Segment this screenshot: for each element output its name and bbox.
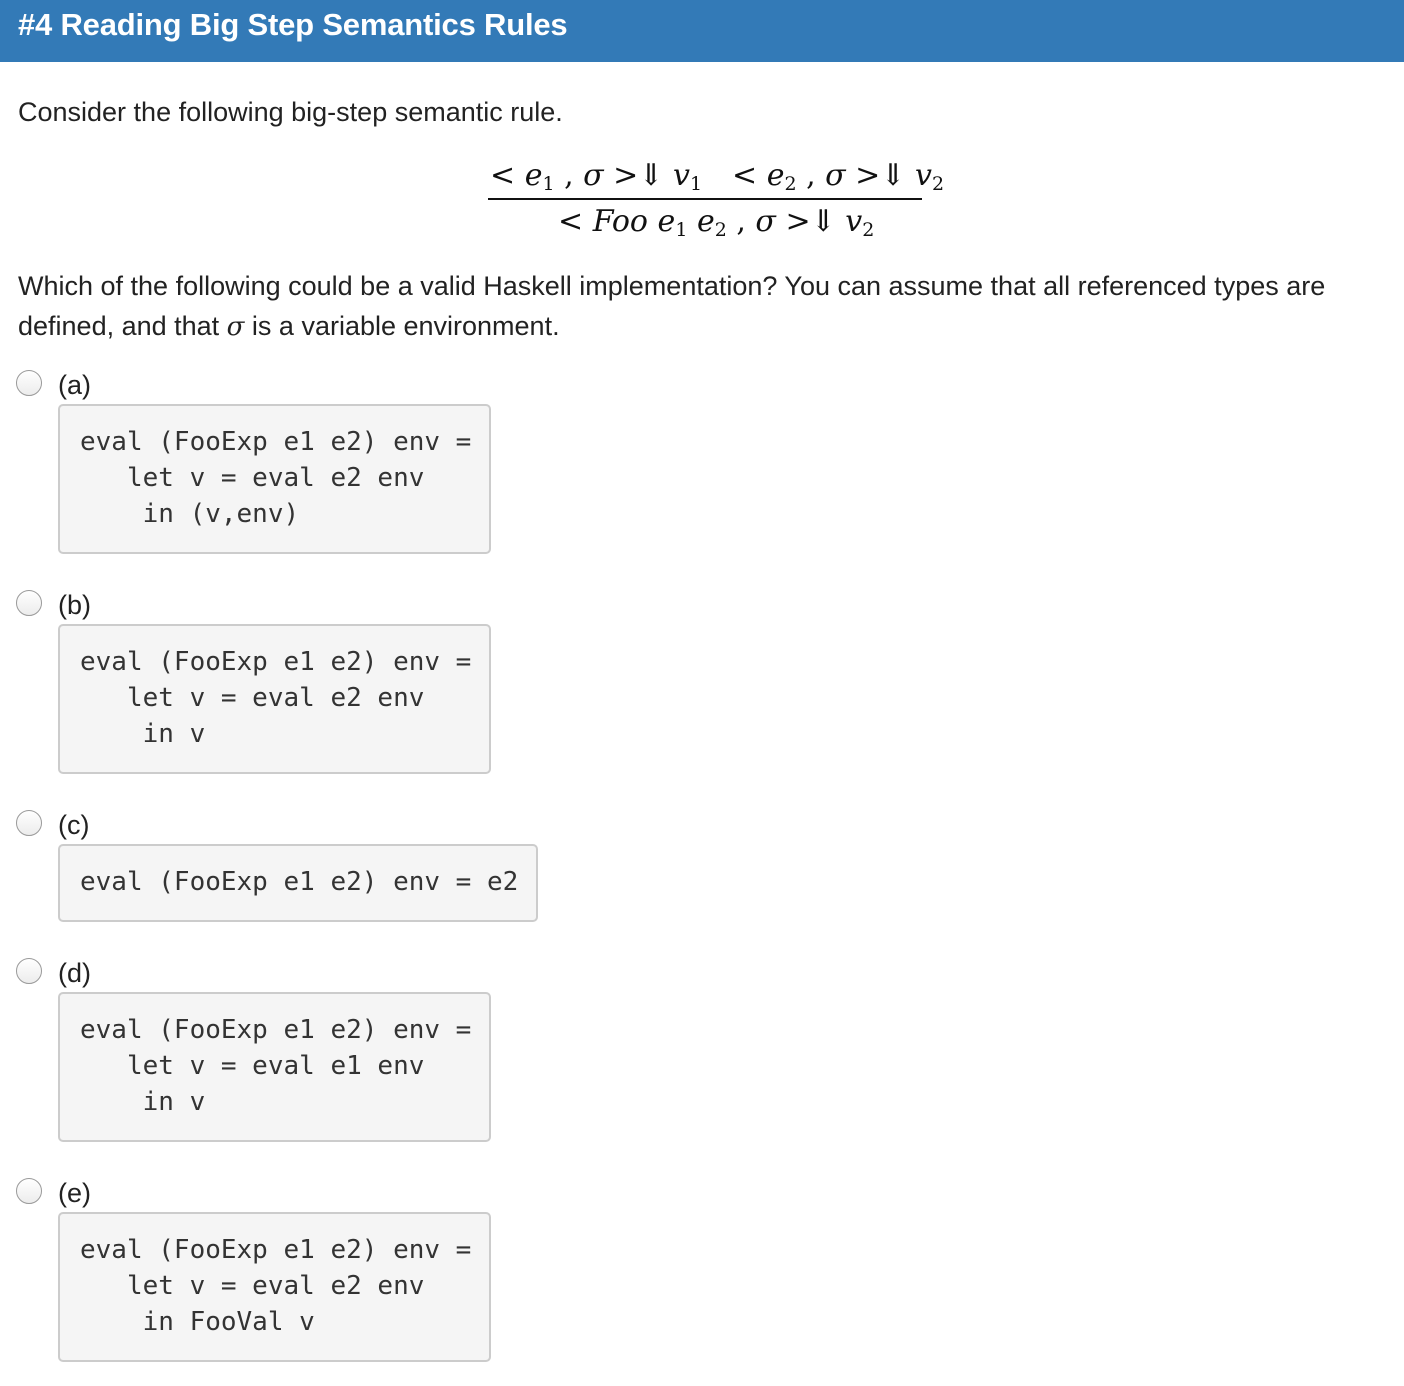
option-d-label[interactable]: (d): [58, 958, 91, 988]
option-a-code: eval (FooExp e1 e2) env = let v = eval e2 env in (v,env): [58, 404, 491, 554]
option-d-radio[interactable]: [16, 958, 42, 984]
prompt-text: Consider the following big-step semantic rule.: [18, 97, 563, 127]
option-e-radio[interactable]: [16, 1178, 42, 1204]
semantic-rule: [488, 155, 945, 245]
question-header: [0, 0, 1404, 62]
rule-inference-line: [488, 198, 922, 200]
sigma-symbol: σ: [226, 312, 245, 342]
option-b-radio[interactable]: [16, 590, 42, 616]
question-title: #4 Reading Big Step Semantics Rules: [18, 7, 568, 42]
option-e-code: eval (FooExp e1 e2) env = let v = eval e2 env in FooVal v: [58, 1212, 491, 1362]
question-text: Which of the following could be a valid Haskell implementation? You can assume that all referenced types are defined, and that σ is a variable environment.: [18, 271, 1326, 342]
option-d-code: eval (FooExp e1 e2) env = let v = eval e1 env in v: [58, 992, 491, 1142]
rule-conclusion: < Foo $e_1$ $e_2$ , σ >⇓ $v_2$: [558, 204, 875, 241]
option-b-label[interactable]: (b): [58, 590, 91, 620]
option-e-label[interactable]: (e): [58, 1178, 91, 1208]
rule-premise-2: < $e_2$ , σ >⇓ $v_2$: [732, 158, 945, 195]
option-a-radio[interactable]: [16, 370, 42, 396]
option-c-radio[interactable]: [16, 810, 42, 836]
option-a-label[interactable]: (a): [58, 370, 91, 400]
option-c-code: eval (FooExp e1 e2) env = e2: [58, 844, 538, 922]
option-c-label[interactable]: (c): [58, 810, 90, 840]
rule-premise-1: < $e_1$ , σ >⇓ $v_1$: [490, 158, 703, 195]
option-b-code: eval (FooExp e1 e2) env = let v = eval e2 env in v: [58, 624, 491, 774]
rule-premises: [488, 155, 945, 197]
